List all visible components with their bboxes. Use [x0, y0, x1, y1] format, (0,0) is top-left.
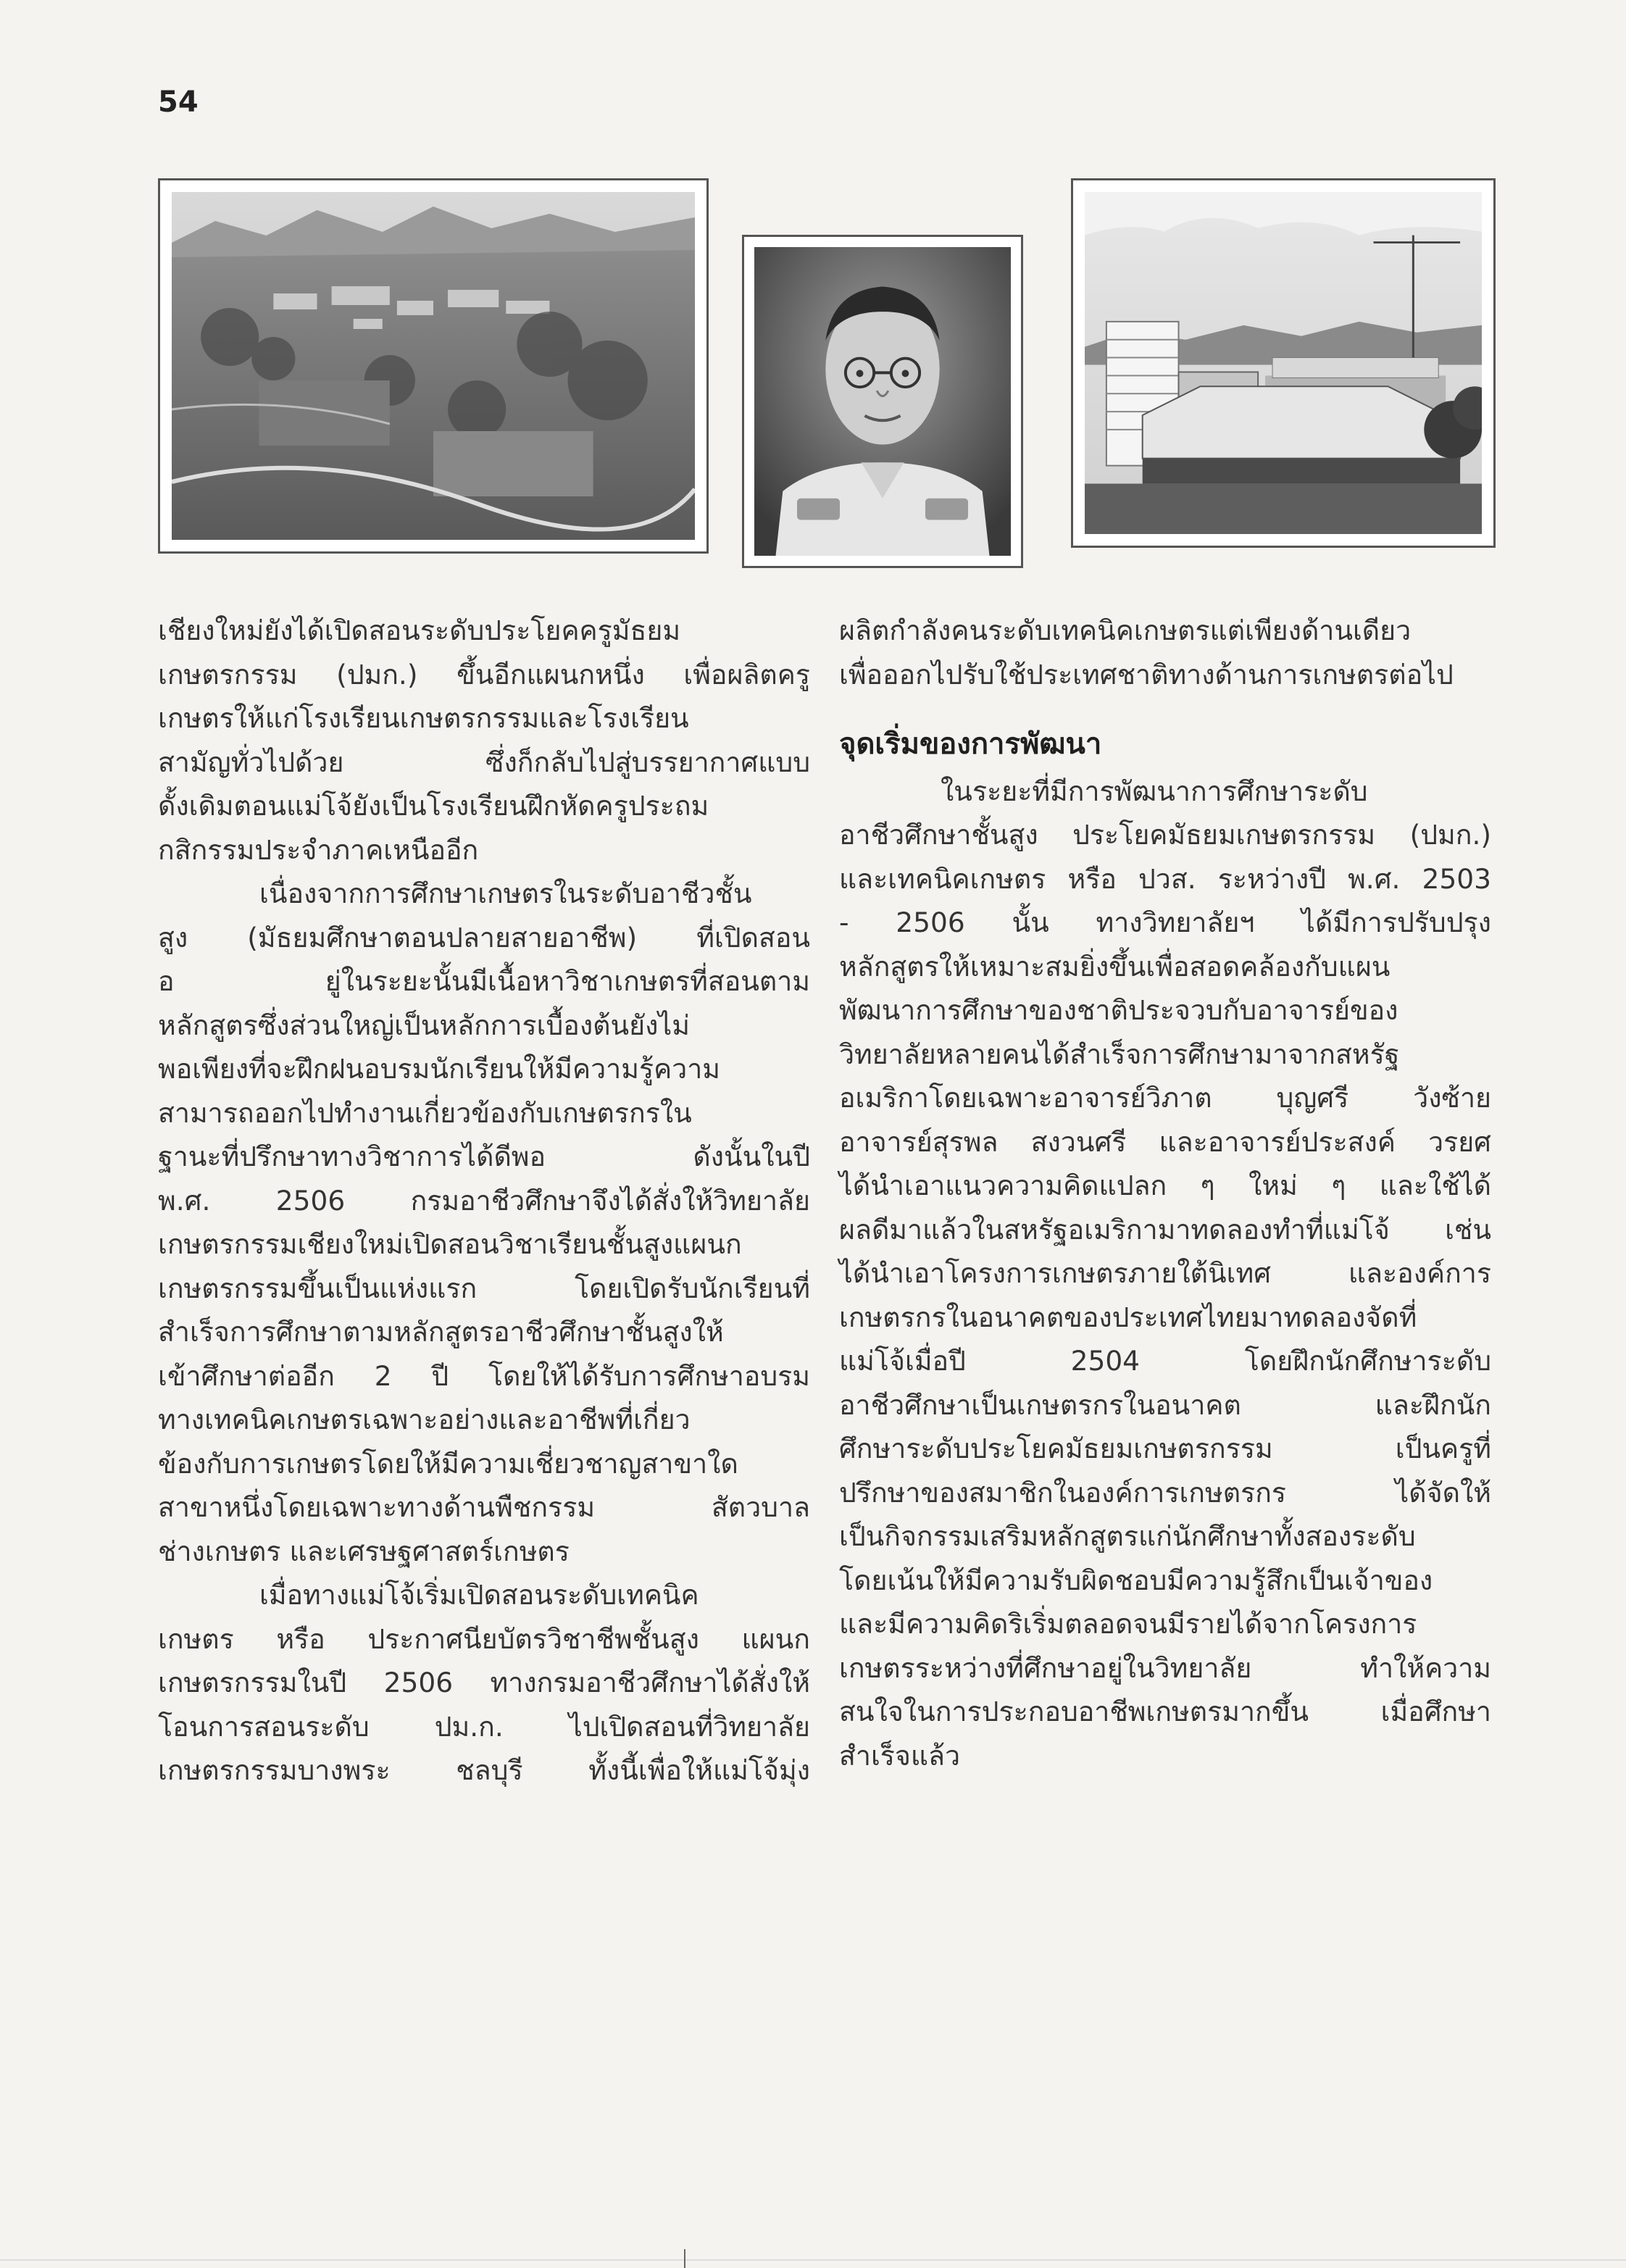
paragraph-line: ผลิตกำลังคนระดับเทคนิคเกษตรแต่เพียงด้านเดียว [839, 614, 1412, 646]
paragraph-line: เพื่อออกไปรับใช้ประเทศชาติทางด้านการเกษตรต่อไป [839, 658, 1454, 691]
section-heading: จุดเริ่มของการพัฒนา [839, 727, 1102, 761]
paragraph-line: ศึกษาระดับประโยคมัธยมเกษตรกรรม เป็นครูที่ [839, 1433, 1491, 1464]
campus-building-photo-icon [1085, 192, 1482, 534]
paragraph-line: และเทคนิคเกษตร หรือ ปวส. ระหว่างปี พ.ศ. 2503 [839, 862, 1491, 895]
aerial-campus-photo-icon [172, 192, 695, 540]
paragraph-line: ทางเทคนิคเกษตรเฉพาะอย่างและอาชีพที่เกี่ยว [158, 1404, 691, 1435]
paragraph-line: ช่างเกษตร และเศรษฐศาสตร์เกษตร [158, 1535, 570, 1567]
paragraph-line: เมื่อทางแม่โจ้เริ่มเปิดสอนระดับเทคนิค [259, 1579, 699, 1611]
paragraph-line: หลักสูตรให้เหมาะสมยิ่งขึ้นเพื่อสอดคล้องกับแผน [839, 950, 1391, 983]
page-number: 54 [158, 86, 199, 119]
paragraph-line: เชียงใหม่ยังได้เปิดสอนระดับประโยคครูมัธยม [158, 614, 681, 646]
paragraph-line: เกษตรกรในอนาคตของประเทศไทยมาทดลองจัดที่ [839, 1301, 1417, 1333]
paragraph-line: เข้าศึกษาต่ออีก 2 ปี โดยให้ได้รับการศึกษาอบรม [158, 1359, 810, 1392]
paragraph-line: อาชีวศึกษาชั้นสูง ประโยคมัธยมเกษตรกรรม (ปมก.) [839, 819, 1491, 851]
paragraph-line: เป็นกิจกรรมเสริมหลักสูตรแก่นักศึกษาทั้งสองระดับ [839, 1520, 1416, 1552]
campus-building-photo [1071, 178, 1496, 548]
left-text-column [158, 609, 810, 1793]
paragraph-line: สามารถออกไปทำงานเกี่ยวข้องกับเกษตรกรใน [158, 1096, 692, 1129]
paragraph-line: เกษตร หรือ ประกาศนียบัตรวิชาชีพชั้นสูง แผนก [158, 1622, 810, 1655]
footer-tick-mark [684, 2249, 685, 2268]
paragraph-line: เนื่องจากการศึกษาเกษตรในระดับอาชีวชั้น [259, 877, 752, 909]
paragraph-line: พอเพียงที่จะฝึกฝนอบรมนักเรียนให้มีความรู้ความ [158, 1053, 721, 1085]
paragraph-line: ฐานะที่ปรึกษาทางวิชาการได้ดีพอ ดังนั้นในปี [158, 1141, 810, 1172]
paragraph-line: สำเร็จแล้ว [839, 1739, 961, 1772]
aerial-campus-photo [158, 178, 709, 554]
paragraph-line: เกษตรกรรมบางพระ ชลบุรี ทั้งนี้เพื่อให้แม่โจ้มุ่ง [158, 1754, 810, 1786]
paragraph-line: เกษตรระหว่างที่ศึกษาอยู่ในวิทยาลัย ทำให้ความ [839, 1651, 1491, 1684]
paragraph-line: ในระยะที่มีการพัฒนาการศึกษาระดับ [941, 775, 1368, 807]
paragraph-line: สำเร็จการศึกษาตามหลักสูตรอาชีวศึกษาชั้นสูงให้ [158, 1316, 724, 1348]
paragraph-line: สนใจในการประกอบอาชีพเกษตรมากขึ้น เมื่อศึกษา [839, 1696, 1491, 1727]
paragraph-line: เกษตรกรรมในปี 2506 ทางกรมอาชีวศึกษาได้สั่งให้ [158, 1667, 810, 1698]
paragraph-line: แม่โจ้เมื่อปี 2504 โดยฝึกนักศึกษาระดับ [839, 1345, 1491, 1377]
paragraph-line: เกษตรกรรมเชียงใหม่เปิดสอนวิชาเรียนชั้นสูงแผนก [158, 1228, 742, 1260]
paragraph-line: ปรึกษาของสมาชิกในองค์การเกษตรกร ได้จัดให้ [839, 1476, 1491, 1509]
paragraph-line: ดั้งเดิมตอนแม่โจ้ยังเป็นโรงเรียนฝึกหัดครูประถม [158, 790, 709, 822]
portrait-photo [742, 235, 1023, 568]
footer-rule [0, 2259, 1626, 2261]
paragraph-line: และมีความคิดริเริ่มตลอดจนมีรายได้จากโครงการ [839, 1608, 1417, 1640]
paragraph-line: พัฒนาการศึกษาของชาติประจวบกับอาจารย์ของ [839, 994, 1398, 1026]
paragraph-line: - 2506 นั้น ทางวิทยาลัยฯ ได้มีการปรับปรุง [839, 906, 1491, 938]
paragraph-line: สาขาหนึ่งโดยเฉพาะทางด้านพืชกรรม สัตวบาล [158, 1491, 810, 1523]
paragraph-line: เกษตรกรรม (ปมก.) ขึ้นอีกแผนกหนึ่ง เพื่อผลิตครู [158, 658, 810, 691]
paragraph-line: หลักสูตรซึ่งส่วนใหญ่เป็นหลักการเบื้องต้นยังไม่ [158, 1009, 690, 1041]
paragraph-line: ข้องกับการเกษตรโดยให้มีความเชี่ยวชาญสาขาใด [158, 1447, 738, 1480]
paragraph-line: สูง (มัธยมศึกษาตอนปลายสายอาชีพ) ที่เปิดสอน [158, 921, 810, 954]
paragraph-line: อ ยู่ในระยะนั้นมีเนื้อหาวิชาเกษตรที่สอนตาม [158, 965, 810, 997]
paragraph-line: อาชีวศึกษาเป็นเกษตรกรในอนาคต และฝึกนัก [839, 1388, 1491, 1421]
paragraph-line: โดยเน้นให้มีความรับผิดชอบมีความรู้สึกเป็นเจ้าของ [839, 1564, 1433, 1596]
paragraph-line: สามัญทั่วไปด้วย ซึ่งก็กลับไปสู่บรรยากาศแบบ [158, 746, 810, 778]
paragraph-line: ได้นำเอาโครงการเกษตรภายใต้นิเทศ และองค์การ [839, 1257, 1491, 1289]
paragraph-line: กสิกรรมประจำภาคเหนืออีก [158, 833, 479, 866]
right-text-column [839, 609, 1491, 1777]
paragraph-line: พ.ศ. 2506 กรมอาชีวศึกษาจึงได้สั่งให้วิทยาลัย [158, 1184, 810, 1217]
paragraph-line: โอนการสอนระดับ ปม.ก. ไปเปิดสอนที่วิทยาลัย [158, 1710, 810, 1743]
paragraph-line: วิทยาลัยหลายคนได้สำเร็จการศึกษามาจากสหรัฐ [839, 1038, 1400, 1070]
paragraph-line: ผลดีมาแล้วในสหรัฐอเมริกามาทดลองทำที่แม่โจ้ เช่น [839, 1213, 1491, 1246]
paragraph-line: อาจารย์สุรพล สงวนศรี และอาจารย์ประสงค์ วรยศ [839, 1125, 1491, 1158]
paragraph-line: เกษตรให้แก่โรงเรียนเกษตรกรรมและโรงเรียน [158, 702, 689, 734]
portrait-photo-icon [754, 247, 1011, 556]
paragraph-line: เกษตรกรรมขึ้นเป็นแห่งแรก โดยเปิดรับนักเรียนที่ [158, 1272, 810, 1304]
paragraph-line: อเมริกาโดยเฉพาะอาจารย์วิภาต บุญศรี วังซ้าย [839, 1082, 1491, 1114]
paragraph-line: ได้นำเอาแนวความคิดแปลก ๆ ใหม่ ๆ และใช้ได้ [839, 1170, 1491, 1201]
